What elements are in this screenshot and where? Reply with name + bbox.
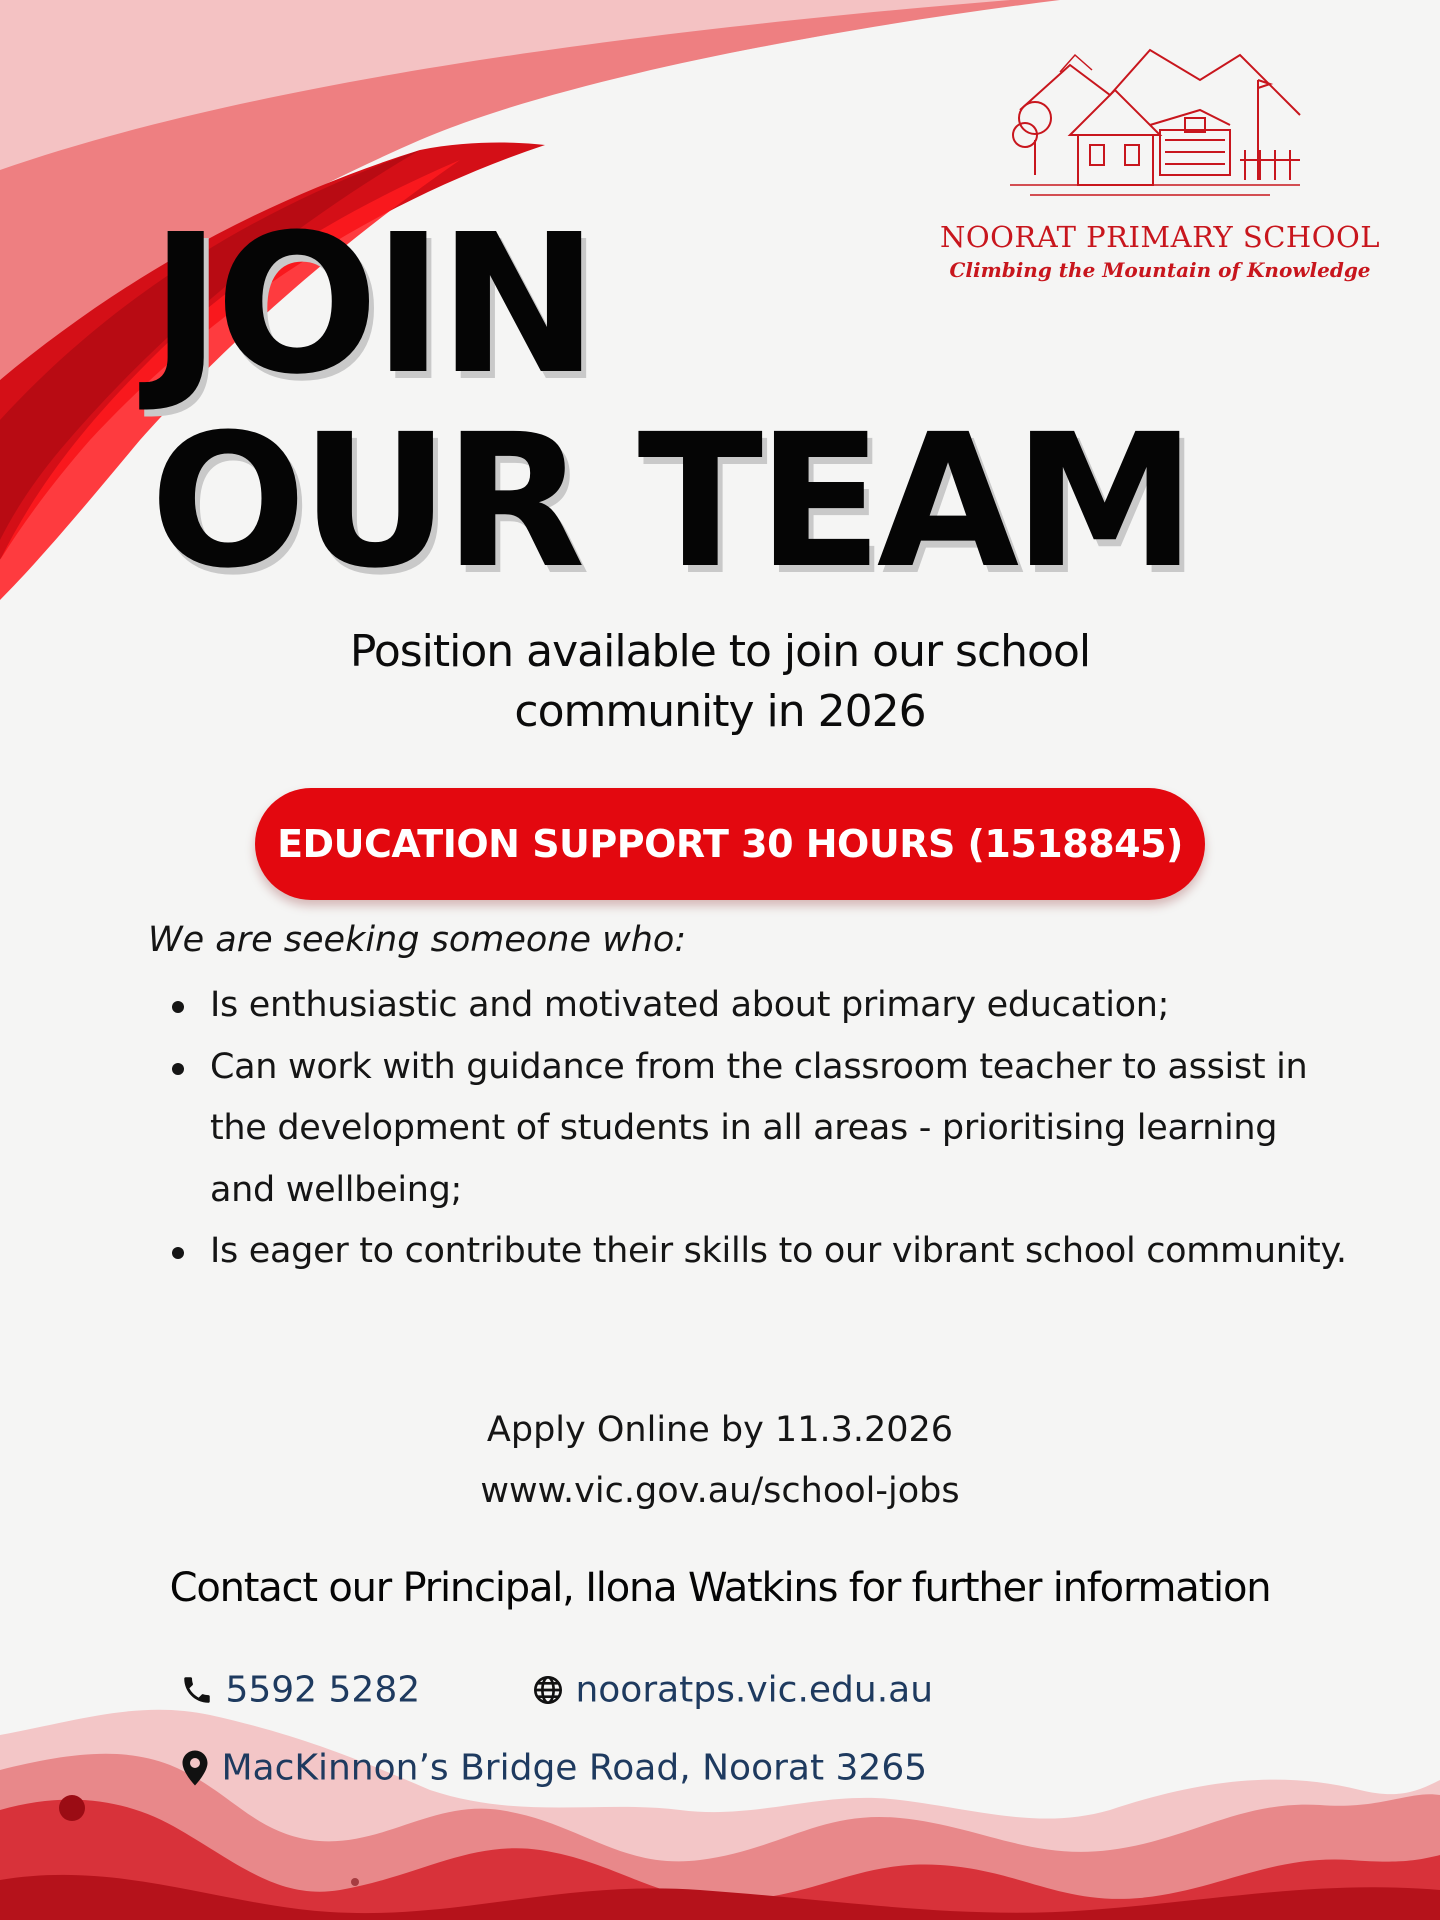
- address-text: MacKinnon’s Bridge Road, Noorat 3265: [221, 1747, 928, 1789]
- phone-icon: [180, 1673, 214, 1707]
- mountain-dot: [59, 1795, 85, 1821]
- list-item: [168, 1037, 1348, 1222]
- contact-website[interactable]: [532, 1668, 933, 1711]
- school-motto: Climbing the Mountain of Knowledge: [949, 258, 1371, 282]
- bullet-dot-icon: [172, 1001, 184, 1013]
- apply-url-link[interactable]: www.vic.gov.au/school-jobs: [480, 1471, 960, 1511]
- map-pin-icon: [180, 1750, 210, 1786]
- bullet-dot-icon: [172, 1063, 184, 1075]
- list-item: [168, 1221, 1348, 1283]
- list-item: [168, 975, 1348, 1037]
- headline-our-team: OUR TEAM: [150, 395, 1191, 609]
- school-logo: [930, 40, 1390, 300]
- contact-address: [180, 1746, 927, 1789]
- position-subtitle: [220, 622, 1220, 742]
- contact-phone[interactable]: [180, 1668, 420, 1711]
- school-name: NOORAT PRIMARY SCHOOL: [939, 220, 1381, 254]
- subtitle-line-1: Position available to join our school: [349, 626, 1091, 677]
- school-building-illustration: [1000, 40, 1310, 215]
- seeking-intro: We are seeking someone who:: [148, 920, 687, 960]
- contact-heading: Contact our Principal, Ilona Watkins for further information: [169, 1565, 1271, 1611]
- globe-icon: [532, 1674, 564, 1706]
- phone-number: 5592 5282: [225, 1669, 421, 1711]
- criteria-text: Can work with guidance from the classroom teacher to assist in the development of students in all areas - prioritising learning and wellbeing;: [210, 1046, 1308, 1210]
- role-banner: EDUCATION SUPPORT 30 HOURS (1518845): [255, 788, 1205, 900]
- criteria-text: Is eager to contribute their skills to our vibrant school community.: [210, 1231, 1347, 1271]
- bullet-dot-icon: [172, 1247, 184, 1259]
- headline-join: JOIN: [150, 194, 593, 417]
- criteria-list: [168, 975, 1348, 1283]
- website-link: nooratps.vic.edu.au: [575, 1669, 934, 1711]
- mountain-dot-small: [351, 1878, 359, 1886]
- apply-deadline: Apply Online by 11.3.2026: [486, 1410, 954, 1450]
- subtitle-line-2: community in 2026: [514, 686, 926, 737]
- criteria-text: Is enthusiastic and motivated about primary education;: [210, 985, 1170, 1025]
